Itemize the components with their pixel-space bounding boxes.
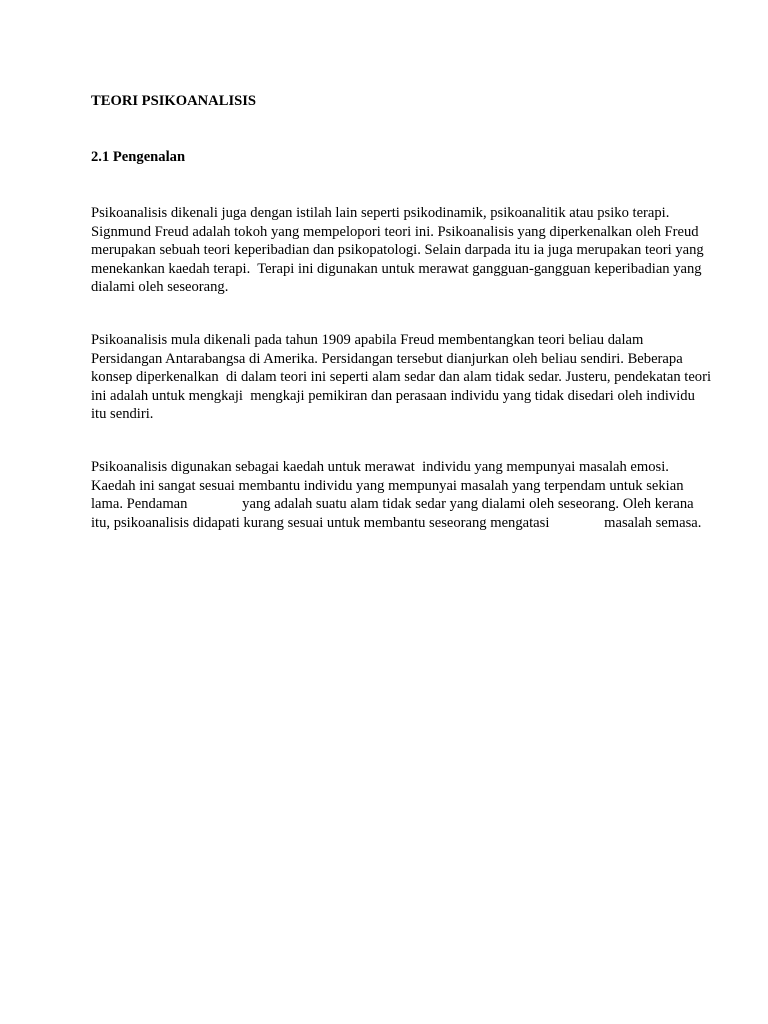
paragraph-line: menekankan kaedah terapi. Terapi ini digunakan untuk merawat gangguan-gangguan keperibadian yang — [91, 260, 702, 277]
paragraph — [91, 458, 702, 532]
paragraph-line: dialami oleh seseorang. — [91, 279, 229, 295]
paragraph-line: konsep diperkenalkan di dalam teori ini seperti alam sedar dan alam tidak sedar. Justeru, pendekatan teori — [91, 369, 712, 385]
paragraph-line: Psikoanalisis dikenali juga dengan istilah lain seperti psikodinamik, psikoanalitik atau psiko terapi. — [91, 205, 670, 221]
paragraph-line: lama. Pendaman yang adalah suatu alam tidak sedar yang dialami oleh seseorang. Oleh kerana — [91, 496, 694, 512]
paragraph-line: Kaedah ini sangat sesuai membantu individu yang mempunyai masalah yang terpendam untuk sekian — [91, 477, 684, 494]
paragraph-line: ini adalah untuk mengkaji mengkaji pemikiran dan perasaan individu yang tidak disedari oleh individu — [91, 387, 695, 404]
paragraph — [91, 331, 712, 424]
paragraph — [91, 204, 704, 297]
document-title: TEORI PSIKOANALISIS — [91, 93, 257, 109]
paragraph-line: itu sendiri. — [91, 406, 154, 422]
paragraph-line: Psikoanalisis mula dikenali pada tahun 1909 apabila Freud membentangkan teori beliau dalam — [91, 332, 644, 348]
paragraph-line: Signmund Freud adalah tokoh yang mempelopori teori ini. Psikoanalisis yang diperkenalkan oleh Freud — [91, 223, 699, 240]
paragraph-line: itu, psikoanalisis didapati kurang sesuai untuk membantu seseorang mengatasi masalah semasa. — [91, 514, 702, 531]
paragraph-line: merupakan sebuah teori keperibadian dan psikopatologi. Selain darpada itu ia juga merupakan teori yang — [91, 242, 704, 258]
paragraph-line: Psikoanalisis digunakan sebagai kaedah untuk merawat individu yang mempunyai masalah emosi. — [91, 459, 669, 475]
section-heading: 2.1 Pengenalan — [91, 149, 186, 165]
paragraph-line: Persidangan Antarabangsa di Amerika. Persidangan tersebut dianjurkan oleh beliau sendiri. Beberapa — [91, 350, 683, 367]
